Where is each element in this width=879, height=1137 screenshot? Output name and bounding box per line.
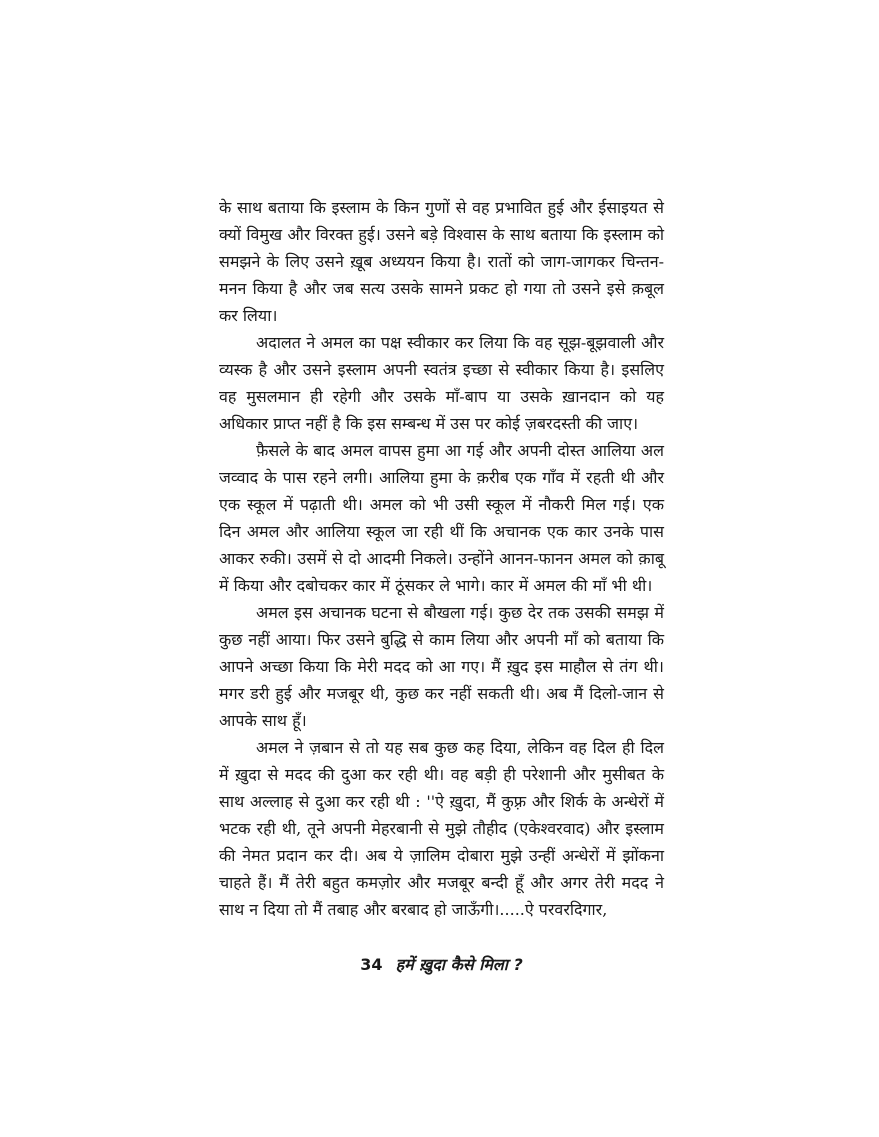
running-title: हमें ख़ुदा कैसे मिला ? <box>395 955 523 974</box>
page-number: 34 <box>360 955 383 974</box>
page-body <box>219 194 664 923</box>
paragraph-sudden-event: अमल इस अचानक घटना से बौखला गई। कुछ देर तक उसकी समझ में कुछ नहीं आया। फिर उसने बुद्धि से काम लिया और अपनी माँ को बताया कि आपने अच्छा किया कि मेरी मदद को आ गए। मैं ख़ुद इस माहौल से तंग थी। मगर डरी हुई और मजबूर थी, कुछ कर नहीं सकती थी। अब मैं दिलो-जान से आपके साथ हूँ। <box>219 603 664 730</box>
page-footer <box>219 953 664 975</box>
paragraph-continuation: के साथ बताया कि इस्लाम के किन गुणों से वह प्रभावित हुई और ईसाइयत से क्यों विमुख और विरक्त हुई। उसने बड़े विश्वास के साथ बताया कि इस्लाम को समझने के लिए उसने ख़ूब अध्ययन किया है। रातों को जाग-जागकर चिन्तन-मनन किया है और जब सत्य उसके सामने प्रकट हो गया तो उसने इसे क़बूल कर लिया। <box>219 198 664 325</box>
paragraph-after-verdict: फ़ैसले के बाद अमल वापस हुमा आ गई और अपनी दोस्त आलिया अल जव्वाद के पास रहने लगी। आलिया हुमा के क़रीब एक गाँव में रहती थी और एक स्कूल में पढ़ाती थी। अमल को भी उसी स्कूल में नौकरी मिल गई। एक दिन अमल और आलिया स्कूल जा रही थीं कि अचानक एक कार उनके पास आकर रुकी। उसमें से दो आदमी निकले। उन्होंने आनन-फानन अमल को क़ाबू में किया और दबोचकर कार में ठूंसकर ले भागे। कार में अमल की माँ भी थी। <box>219 441 664 595</box>
paragraph-court-verdict: अदालत ने अमल का पक्ष स्वीकार कर लिया कि वह सूझ-बूझवाली और व्यस्क है और उसने इस्लाम अपनी स्वतंत्र इच्छा से स्वीकार किया है। इसलिए वह मुसलमान ही रहेगी और उसके माँ-बाप या उसके ख़ानदान को यह अधिकार प्राप्त नहीं है कि इस सम्बन्ध में उस पर कोई ज़बरदस्ती की जाए। <box>219 333 664 433</box>
paragraph-prayer: अमल ने ज़बान से तो यह सब कुछ कह दिया, लेकिन वह दिल ही दिल में ख़ुदा से मदद की दुआ कर रही थी। वह बड़ी ही परेशानी और मुसीबत के साथ अल्लाह से दुआ कर रही थी : ''ऐ ख़ुदा, मैं कुफ़्र और शिर्क के अन्धेरों में भटक रही थी, तूने अपनी मेहरबानी से मुझे तौहीद (एकेश्वरवाद) और इस्लाम की नेमत प्रदान कर दी। अब ये ज़ालिम दोबारा मुझे उन्हीं अन्धेरों में झोंकना चाहते हैं। मैं तेरी बहुत कमज़ोर और मजबूर बन्दी हूँ और अगर तेरी मदद ने साथ न दिया तो मैं तबाह और बरबाद हो जाऊँगी।.....ऐ परवरदिगार, <box>219 738 664 919</box>
